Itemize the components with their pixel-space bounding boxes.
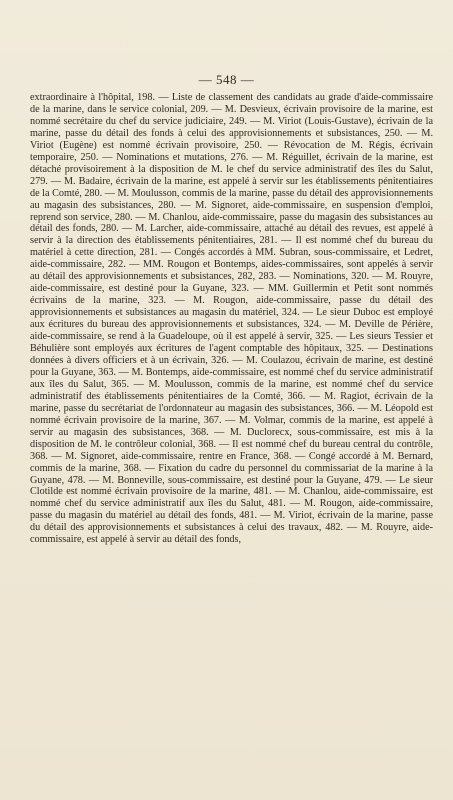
body-paragraph: extraordinaire à l'hôpital, 198. — Liste de classement des candidats au grade d'aide-commissaire de la marine, dans le service colonial, 209. — M. Desvieux, écrivain provisoire de la marine, est nommé secrétaire du chef du service judiciaire, 249. — M. Viriot (Louis-Gustave), écrivain de la marine, passe du détail des fonds à celui des approvisionnements et subsistances, 250. — M. Viriot (Eugène) est nommé écrivain provisoire, 250. — Révocation de M. Régis, écrivain temporaire, 250. — Nominations et mutations, 276. — M. Réguillet, écrivain de la marine, est détaché provisoirement à la disposition de M. le chef du service administratif des îles du Salut, 279. — M. Badaire, écrivain de la marine, est appelé à servir sur les établissements pénitentiaires de la Comté, 280. — M. Moulusson, commis de la marine, passe du détail des approvisionnements au magasin des subsistances, 280. — M. Signoret, aide-commissaire, en suspension d'emploi, reprend son service, 280. — M. Chanlou, aide-commissaire, passe du magasin des subsistances au détail des fonds, 280. — M. Larcher, aide-commissaire, attaché au détail des revues, est appelé à servir à la direction des établissements pénitentiaires, 281. — Il est nommé chef du bureau du matériel à cette direction, 281. — Congés accordés à MM. Subran, sous-commissaire, et Ledret, aide-commissaire, 282. — MM. Rougon et Bontemps, aides-commissaires, sont appelés à servir au détail des approvisionnements et subsistances, 282, 283. — Nominations, 320. — M. Rouyre, aide-commissaire, est destiné pour la Guyane, 323. — MM. Guillermin et Petit sont nommés écrivains de la marine, 323. — M. Rougon, aide-commissaire, passe du détail des approvisionnements et subsistances au magasin du matériel, 324. — Le sieur Duboc est employé aux écritures du bureau des approvisionnements et subsistances, 324. — M. Deville de Périère, aide-commissaire, se rend à la Guadeloupe, où il est appelé à servir, 325. — Les sieurs Tessier et Béhulière sont employés aux écritures de l'agent comptable des hôpitaux, 325. — Destinations données à divers officiers et à un écrivain, 326. — M. Coulazou, écrivain de marine, est destiné pour la Guyane, 363. — M. Bontemps, aide-commissaire, est nommé chef du service administratif aux îles du Salut, 365. — M. Moulusson, commis de la marine, est nommé chef du service administratif des établissements pénitentiaires de la Comté, 366. — M. Ragiot, écrivain de la marine, passe du secrétariat de l'ordonnateur au magasin des subsistances, 366. — M. Léopold est nommé écrivain provisoire de la marine, 367. — M. Volmar, commis de la marine, est appelé à servir au magasin des subsistances, 368. — M. Duclorecx, sous-commissaire, est mis à la disposition de M. le contrôleur colonial, 368. — Il est nommé chef du bureau central du contrôle, 368. — M. Signoret, aide-commissaire, rentre en France, 368. — Congé accordé à M. Bernard, commis de la marine, 368. — Fixation du cadre du personnel du commissariat de la marine à la Guyane, 478. — M. Bonneville, sous-commissaire, est destiné pour la Guyane, 479. — Le sieur Clotilde est nommé écrivain provisoire de la marine, 481. — M. Chanlou, aide-commissaire, est nommé chef du service administratif aux îles du Salut, 481. — M. Rougon, aide-commissaire, passe du magasin du matériel au détail des fonds, 481. — M. Viriot, écrivain de la marine, passe du détail des approvisionnements et subsistances à celui des travaux, 482. — M. Rouyre, aide-commissaire, est appelé à servir au détail des fonds, bbox=[30, 92, 433, 546]
page-number: — 548 — bbox=[198, 72, 255, 87]
